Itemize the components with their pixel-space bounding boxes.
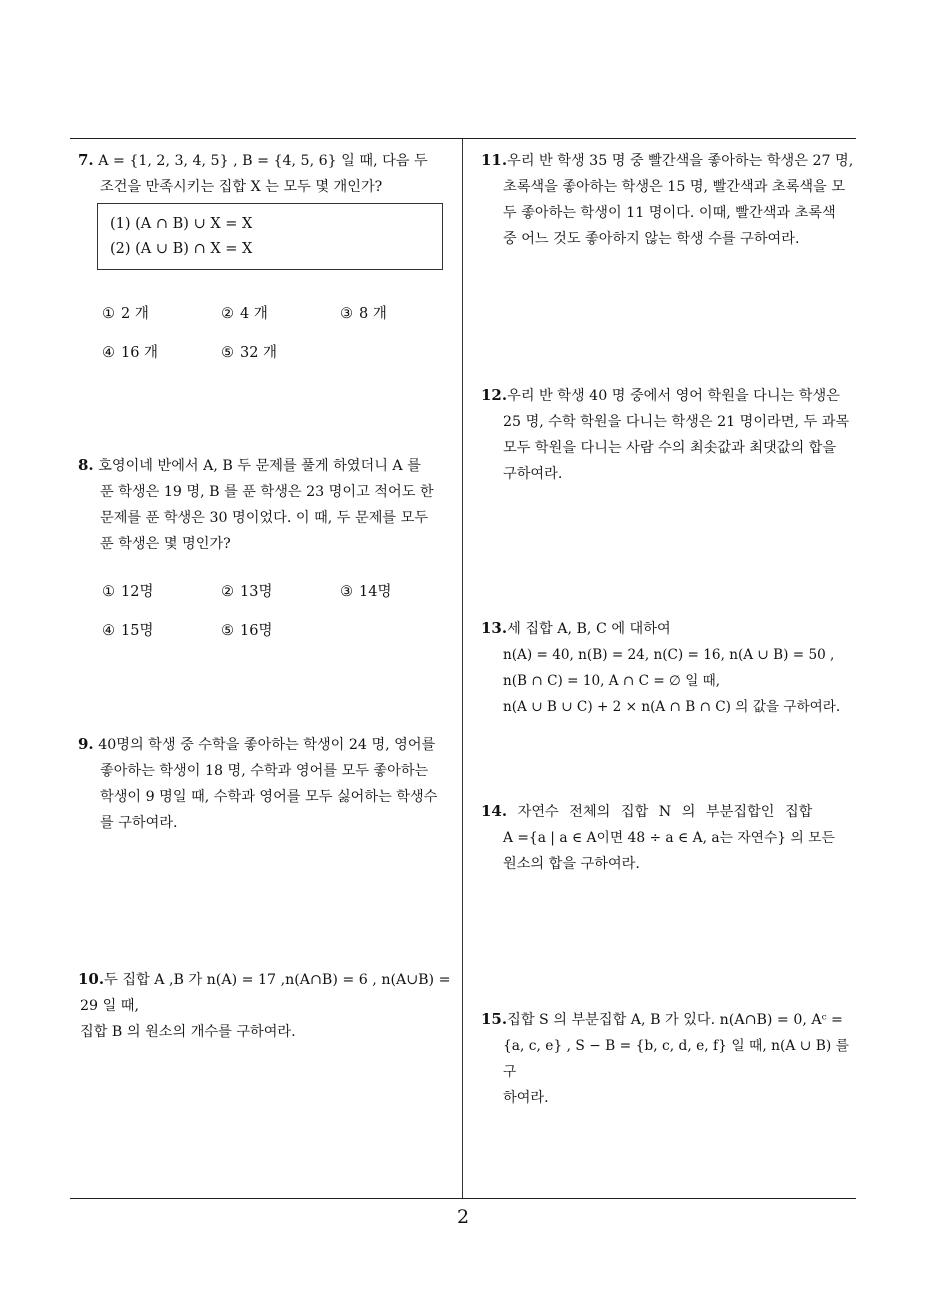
problem-14-text1: 자연수 전체의 집합 N 의 부분집합인 집합 (517, 804, 813, 820)
choice-marker: ① (102, 584, 115, 600)
choice-text: 4 개 (240, 306, 268, 322)
problem-9-number: 9. (78, 735, 94, 753)
problem-10-text1: 두 집합 A ,B 가 n(A) = 17 ,n(A∩B) = 6 , n(A∪B) = (104, 972, 451, 988)
problem-7-choice-4[interactable] (102, 343, 158, 363)
problem-9-text3: 학생이 9 명일 때, 수학과 영어를 모두 싫어하는 학생수 (100, 789, 438, 805)
problem-7-choice-1[interactable] (102, 304, 149, 324)
problem-9 (78, 731, 456, 836)
problem-13-number: 13. (481, 619, 508, 637)
problem-12-number: 12. (481, 386, 508, 404)
problem-12-text1: 우리 반 학생 40 명 중에서 영어 학원을 다니는 학생은 (507, 388, 840, 404)
problem-15-text2: {a, c, e} , S − B = {b, c, d, e, f} 일 때, n(A ∪ B) 를 구 (503, 1038, 849, 1080)
problem-7-text2: 조건을 만족시키는 집합 X 는 모두 몇 개인가? (100, 179, 383, 195)
choice-text: 13명 (240, 584, 273, 600)
choice-text: 16명 (240, 623, 273, 639)
choice-text: 12명 (121, 584, 154, 600)
problem-9-line1 (78, 731, 456, 758)
problem-12-line1 (481, 382, 861, 409)
problem-14-text2: A ={a | a ∈ A이면 48 ÷ a ∈ A, a는 자연수} 의 모든 (503, 830, 835, 846)
problem-13-text2: n(A) = 40, n(B) = 24, n(C) = 16, n(A ∪ B) = 50 , (503, 647, 835, 663)
problem-11-text1: 우리 반 학생 35 명 중 빨간색을 좋아하는 학생은 27 명, (507, 153, 854, 169)
problem-12-text3: 모두 학원을 다니는 사람 수의 최솟값과 최댓값의 합을 (503, 440, 837, 456)
page-number: 2 (456, 1206, 470, 1228)
problem-8-choice-4[interactable] (102, 621, 153, 641)
problem-11 (481, 147, 861, 252)
problem-12-text2: 25 명, 수학 학원을 다니는 학생은 21 명이라면, 두 과목 (503, 414, 850, 430)
problem-14 (481, 798, 861, 877)
problem-14-number: 14. (481, 802, 508, 820)
choice-marker: ① (102, 306, 115, 322)
choice-text: 14명 (359, 584, 392, 600)
problem-11-line1 (481, 147, 861, 174)
problem-12 (481, 382, 861, 487)
choice-marker: ⑤ (221, 623, 234, 639)
problem-7-choice-3[interactable] (340, 304, 387, 324)
problem-8-text2: 푼 학생은 19 명, B 를 푼 학생은 23 명이고 적어도 한 (100, 484, 434, 500)
problem-10-text2: 29 일 때, (80, 998, 139, 1014)
problem-7-condition-2: (2) (A ∪ B) ∩ X = X (110, 241, 253, 257)
choice-text: 16 개 (121, 345, 159, 361)
problem-8 (78, 452, 456, 557)
problem-10-line1 (78, 966, 456, 993)
problem-7 (78, 147, 456, 200)
problem-9-text2: 좋아하는 학생이 18 명, 수학과 영어를 모두 좋아하는 (100, 763, 429, 779)
problem-15-line1 (481, 1006, 861, 1033)
choice-marker: ③ (340, 306, 353, 322)
problem-15 (481, 1006, 861, 1111)
problem-8-choice-2[interactable] (221, 582, 272, 602)
problem-11-text4: 중 어느 것도 좋아하지 않는 학생 수를 구하여라. (503, 231, 800, 247)
problem-13-line1 (481, 615, 861, 642)
problem-11-text2: 초록색을 좋아하는 학생은 15 명, 빨간색과 초록색을 모 (503, 179, 845, 195)
choice-marker: ⑤ (221, 345, 234, 361)
problem-15-text1: 집합 S 의 부분집합 A, B 가 있다. n(A∩B) = 0, Aᶜ = (507, 1012, 843, 1028)
choice-text: 32 개 (240, 345, 278, 361)
problem-15-number: 15. (481, 1010, 508, 1028)
problem-13 (481, 615, 861, 720)
problem-7-text1: A = {1, 2, 3, 4, 5} , B = {4, 5, 6} 일 때, 다음 두 (98, 153, 428, 169)
problem-7-condition-box (97, 203, 443, 270)
problem-7-line1 (78, 147, 456, 174)
problem-7-condition-1: (1) (A ∩ B) ∪ X = X (110, 216, 253, 232)
problem-8-number: 8. (78, 456, 94, 474)
problem-15-text3: 하여라. (503, 1090, 549, 1106)
problem-9-text4: 를 구하여라. (100, 815, 178, 831)
choice-text: 15명 (121, 623, 154, 639)
choice-marker: ③ (340, 584, 353, 600)
problem-8-text4: 푼 학생은 몇 명인가? (100, 536, 231, 552)
problem-10-number: 10. (78, 970, 105, 988)
problem-9-text1: 40명의 학생 중 수학을 좋아하는 학생이 24 명, 영어를 (98, 737, 436, 753)
top-rule (70, 138, 856, 139)
problem-8-text3: 문제를 푼 학생은 30 명이었다. 이 때, 두 문제를 모두 (100, 510, 429, 526)
choice-marker: ② (221, 584, 234, 600)
choice-text: 8 개 (359, 306, 387, 322)
problem-10-text3: 집합 B 의 원소의 개수를 구하여라. (80, 1024, 296, 1040)
choice-marker: ④ (102, 345, 115, 361)
problem-11-number: 11. (481, 151, 508, 169)
choice-text: 2 개 (121, 306, 149, 322)
problem-8-choice-3[interactable] (340, 582, 391, 602)
problem-12-text4: 구하여라. (503, 466, 563, 482)
problem-14-line1 (481, 798, 861, 825)
problem-10 (78, 966, 456, 1045)
problem-13-text1: 세 집합 A, B, C 에 대하여 (507, 621, 671, 637)
bottom-rule (70, 1198, 856, 1199)
problem-13-text4: n(A ∪ B ∪ C) + 2 × n(A ∩ B ∩ C) 의 값을 구하여라. (503, 699, 841, 715)
problem-8-choice-1[interactable] (102, 582, 153, 602)
problem-13-text3: n(B ∩ C) = 10, A ∩ C = ∅ 일 때, (503, 673, 721, 689)
problem-8-choice-5[interactable] (221, 621, 272, 641)
column-divider (462, 139, 463, 1199)
problem-11-text3: 두 좋아하는 학생이 11 명이다. 이때, 빨간색과 초록색 (503, 205, 836, 221)
problem-7-number: 7. (78, 151, 94, 169)
problem-7-choice-5[interactable] (221, 343, 277, 363)
choice-marker: ④ (102, 623, 115, 639)
choice-marker: ② (221, 306, 234, 322)
problem-8-line1 (78, 452, 456, 479)
problem-14-text3: 원소의 합을 구하여라. (503, 856, 640, 872)
problem-7-choice-2[interactable] (221, 304, 268, 324)
problem-8-text1: 호영이네 반에서 A, B 두 문제를 풀게 하였더니 A 를 (98, 458, 421, 474)
